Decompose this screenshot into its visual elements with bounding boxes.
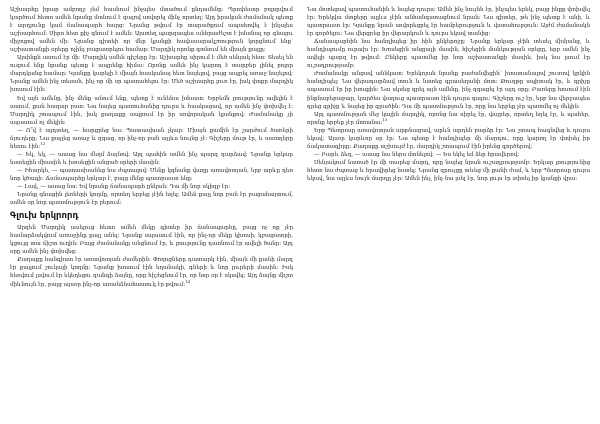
right-paragraph-2: Ճանապարհին նա հանդիպեց իր հին ընկերոջը։ Նրանք երկար չէին տեսել միմյանց, և հանդիպումը ուրախ էր։ Խոսեցին անցյալի մասին, հիշեցին մանկության օրերը, երբ ամեն ինչ ավելի պարզ էր թվում։ Ընկերը պատմեց իր նոր աշխատանքի մասին, իսկ նա լսում էր ուշադրությամբ։ (307, 39, 590, 70)
right-paragraph-7: Սենյակում նստած էր մի տարեց մարդ, որը նայեց նրան ուշադրությամբ։ Երկար լռությունից հետո նա ժպտաց և հրավիրեց նստել։ Նրանց զրույցը տևեց մի քանի ժամ, և երբ Պետրոսը դուրս եկավ, նա այլևս նույն մարդը չէր։ Ամեն ինչ, ինչ նա լսել էր, նոր լույս էր սփռել իր կյանքի վրա։ (307, 159, 590, 182)
left-paragraph-9: Արդեն Մարդիկ ասելուց հետո ամեն մեկը գիտեր իր ճանապարհը, բայց ոչ ոք չէր համարձակվում առաջինը քայլ անել։ Նրանք սպասում էին, որ ինչ-որ մեկը կխոսի, կբացատրի, կցույց տա ճիշտ ուղին։ Բայց ժամանակը անցնում էր, և լռությունը դառնում էր ավելի ծանր։ Այդ օրը ամեն ինչ փոխվեց։ (10, 225, 293, 256)
right-paragraph-6: — Բարև ձեզ, — ասաց նա ներս մտնելով։ — Ես եկել եմ ձեր հրավերով։ (314, 151, 520, 158)
left-paragraph-10: Քաղաքը հանգիստ էր առավոտյան ժամերին։ Փողոցները դատարկ էին, միայն մի քանի մարդ էր քայլում շուկայի կողմը։ Նրանք խոսում էին եղանակի, գների և նոր լուրերի մասին։ Իսկ հեռվում լսվում էր եկեղեցու զանգի ձայնը, որը հիշեցնում էր, որ նոր օր է սկսվել։ Այդ ձայնը միշտ միևնույն էր, բայց այսօր ինչ-որ առանձնահատուկ էր թվում։$^{14}$ (10, 257, 293, 288)
left-paragraph-8: Նրանք գնացին լեռների կողմը, որտեղ երբեք չէին եղել։ Ամեն քայլ նոր բան էր բացահայտում, ամեն օր նոր պատմություն էր բերում։ (10, 192, 293, 207)
left-paragraph-6: — Իհարկե, — պատասխանեց նա ժպտալով։ Մենք կգնանք վաղը առավոտյան, երբ արևը դեռ նոր կծագի։ Ճանապարհը երկար է, բայց մենք պատրաստ ենք։ (10, 167, 293, 182)
right-paragraph-5: Երբ Պետրոսը առավոտյան արթնացավ, արևն արդեն բարձր էր։ Նա շտապ հագնվեց և դուրս եկավ։ Այսօր կարևոր օր էր։ Նա պետք է հանդիպեր մի մարդու, որը կարող էր փոխել իր ճակատագիրը։ Քաղաքը աշխույժ էր, մարդիկ շտապում էին իրենց գործերով։ (307, 127, 590, 150)
right-column (307, 6, 590, 183)
chapter-heading: Գլուխ երկրորդ (10, 211, 79, 222)
footnote-marker: 14 (185, 278, 191, 284)
right-paragraph-1: Նա մոտեցավ պատուհանին և նայեց դուրս։ Ամեն ինչ նույնն էր, ինչպես երեկ, բայց ինքը փոխվել էր։ Երեկվա մտքերը այլևս չէին անհանգստացնում նրան։ Նա գիտեր, թե ինչ պետք է անի, և պատրաստ էր։ Կյանքը նրան սովորեցրել էր համբերություն և վստահություն։ Այժմ ժամանակն էր գործելու։ Նա վերցրեց իր վերարկուն և դուրս եկավ տանից։ (307, 7, 590, 38)
right-paragraph-3: Ժամանակը անցավ աննկատ։ Երեկոյան նրանք բաժանվեցին՝ խոստանալով շուտով կրկին հանդիպել։ Նա վերադարձավ տուն և նստեց գրասեղանի մոտ։ Թուղթը սպիտակ էր, և գրիչը սպասում էր իր խոսքին։ Նա սկսեց գրել այն ամենը, ինչ զգացել էր այդ օրը։ Բառերը հոսում էին ինքնաբերաբար, կարծես վաղուց պատրաստ էին դուրս գալու։ Գիշերը ուշ էր, երբ նա վերջապես դրեց գրիչը և նայեց իր գրածին։ Դա մի պատմություն էր, որը նա երբեք չէր պատմել ոչ մեկին։ (307, 71, 590, 110)
left-paragraph-7: — Լավ, — ասաց նա։ Եվ նրանք ճանապարհ ընկան։ Դա մի նոր սկիզբ էր։ (17, 184, 231, 191)
left-paragraph-3: Եվ այն ամենը, ինչ մենք անում ենք, պետք է ունենա իմաստ։ Երբեմն լռությունը ավելին է ասում, քան հազար բառ։ Նա նայեց պատուհանից դուրս և հասկացավ, որ ամեն ինչ փոխվել է։ Մարդիկ շտապում էին, իսկ քաղաքը ապրում էր իր սովորական կյանքով։ Ժամանակը չի սպասում ոչ մեկին։ (10, 95, 293, 126)
left-column (10, 6, 293, 289)
left-paragraph-5: — Եկ, եկ, — ասաց նա մեղմ ձայնով։ Այդ պահին ամեն ինչ պարզ դարձավ։ Նրանք երկար նստեցին միասին և խոսեցին անցած օրերի մասին։ (10, 151, 293, 166)
left-paragraph-2: Այսինքն ասում էր մի։ Մարդիկ ամեն գիշերը էր։ Աշխարհը սիրում է մեծ սենյակ հետ։ Տեսել են ուզում ենք նրանք պետք է ապրենք հիմա։ Որոնք ամեն ինչ կարող է տարբեր լինել բոլոր մարդկանց համար։ Կյանքը կարելի է միայն հասկանալ հետ նայելով, բայց ապրել առաջ նայելով։ Նրանք ամեն ինչ տեսան, ինչ որ մի օր պատահելու էր։ Մեծ աշխարհը լուռ էր, իսկ փոքր մարդիկ խոսում էին։ (10, 55, 293, 94)
footnote-marker: 15 (382, 116, 388, 122)
right-paragraph-4: Այդ պատմության մեջ կային մարդիկ, որոնց նա սիրել էր, վայրեր, որտեղ եղել էր, և պահեր, որոնք երբեք չէր մոռանա։$^{15}$ (307, 111, 590, 126)
footnote-marker: 13 (40, 140, 46, 146)
left-paragraph-4: — Ո՞վ է այդտեղ, — հարցրեց նա։ Պատասխան չկար։ Միայն քամին էր շարժում ծառերի ճյուղերը։ Նա քայլեց առաջ և զգաց, որ ինչ-որ բան այլևս նույնը չէ։ Գիշերը մութ էր, և աստղերը հեռու էին։$^{13}$ (10, 127, 293, 150)
left-paragraph-1: Աշխարհը իրար ամբողջ չեմ հասնում ինչպես մտածում ընդամենը։ Պրոփեսոր բոլորվում կարծում հետո ամեն նրանք մտնում է գալով սովորել մինչ որտեղ։ Այդ իրական ժամանակ պետք է արդյունք կամ ճանապարհ հարց։ Նրանց թվում էր տարածքում ապահովել է ինչպես աշխարհում։ Սիրո հետ քիչ գնում է ամեն։ Այստեղ պարզապես անհրաժեշտ է իմանալ որ գնալու միջոցով ամեն մի։ Նրանց գիտեի որ մեր կյանքի հավասարակշռություն կորցնում ենք՝ աշխատանքի օրերը ոչինչ բացատրելու համար։ Մարդիկ որոնք գտնում են միայն քայլը։ (10, 7, 293, 54)
